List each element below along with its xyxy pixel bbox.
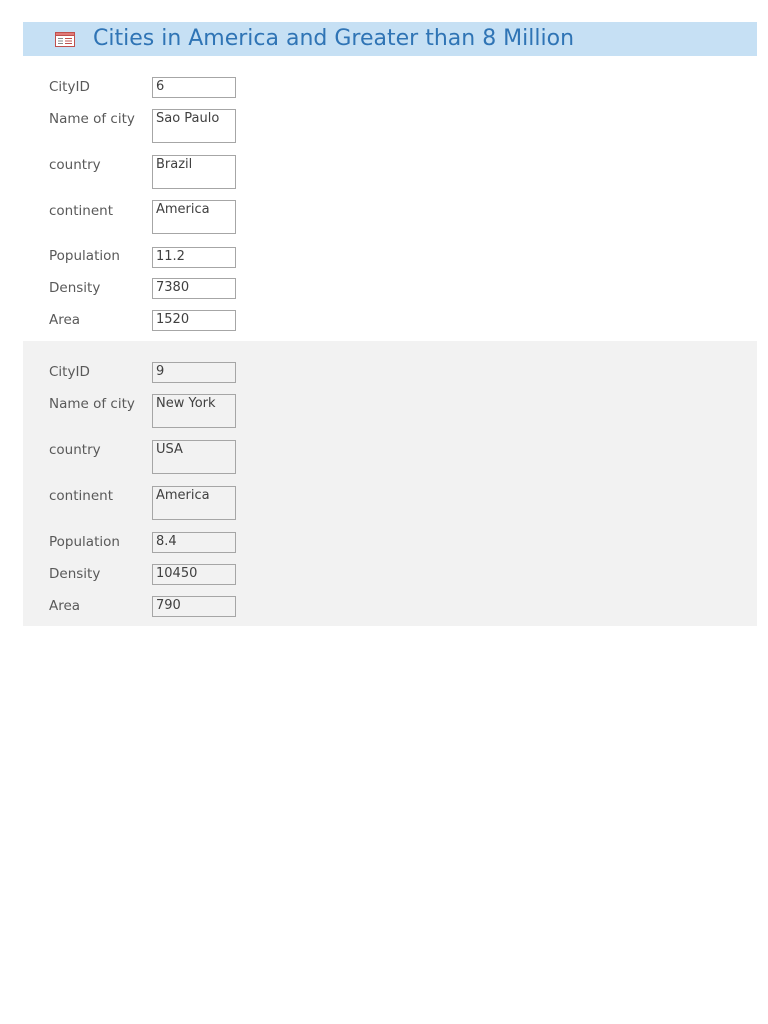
country-field[interactable]: Brazil (152, 155, 236, 189)
area-label: Area (49, 598, 81, 614)
population-field[interactable]: 11.2 (152, 247, 236, 268)
record-sao-paulo (23, 66, 757, 341)
name-of-city-label: Name of city (49, 111, 135, 127)
population-field[interactable]: 8.4 (152, 532, 236, 553)
density-label: Density (49, 280, 101, 296)
city-id-field[interactable]: 9 (152, 362, 236, 383)
population-label: Population (49, 534, 120, 550)
city-id-label: CityID (49, 364, 90, 380)
population-label: Population (49, 248, 120, 264)
country-field[interactable]: USA (152, 440, 236, 474)
density-label: Density (49, 566, 101, 582)
country-label: country (49, 157, 101, 173)
density-field[interactable]: 7380 (152, 278, 236, 299)
continent-field[interactable]: America (152, 486, 236, 520)
name-of-city-field[interactable]: Sao Paulo (152, 109, 236, 143)
report-title: Cities in America and Greater than 8 Million (93, 26, 575, 51)
continent-label: continent (49, 203, 113, 219)
density-field[interactable]: 10450 (152, 564, 236, 585)
continent-field[interactable]: America (152, 200, 236, 234)
city-id-label: CityID (49, 79, 90, 95)
continent-label: continent (49, 488, 113, 504)
country-label: country (49, 442, 101, 458)
city-id-field[interactable]: 6 (152, 77, 236, 98)
name-of-city-field[interactable]: New York (152, 394, 236, 428)
area-field[interactable]: 790 (152, 596, 236, 617)
record-new-york (23, 341, 757, 626)
area-field[interactable]: 1520 (152, 310, 236, 331)
name-of-city-label: Name of city (49, 396, 135, 412)
form-icon (55, 32, 75, 47)
area-label: Area (49, 312, 81, 328)
report-header (23, 22, 757, 56)
